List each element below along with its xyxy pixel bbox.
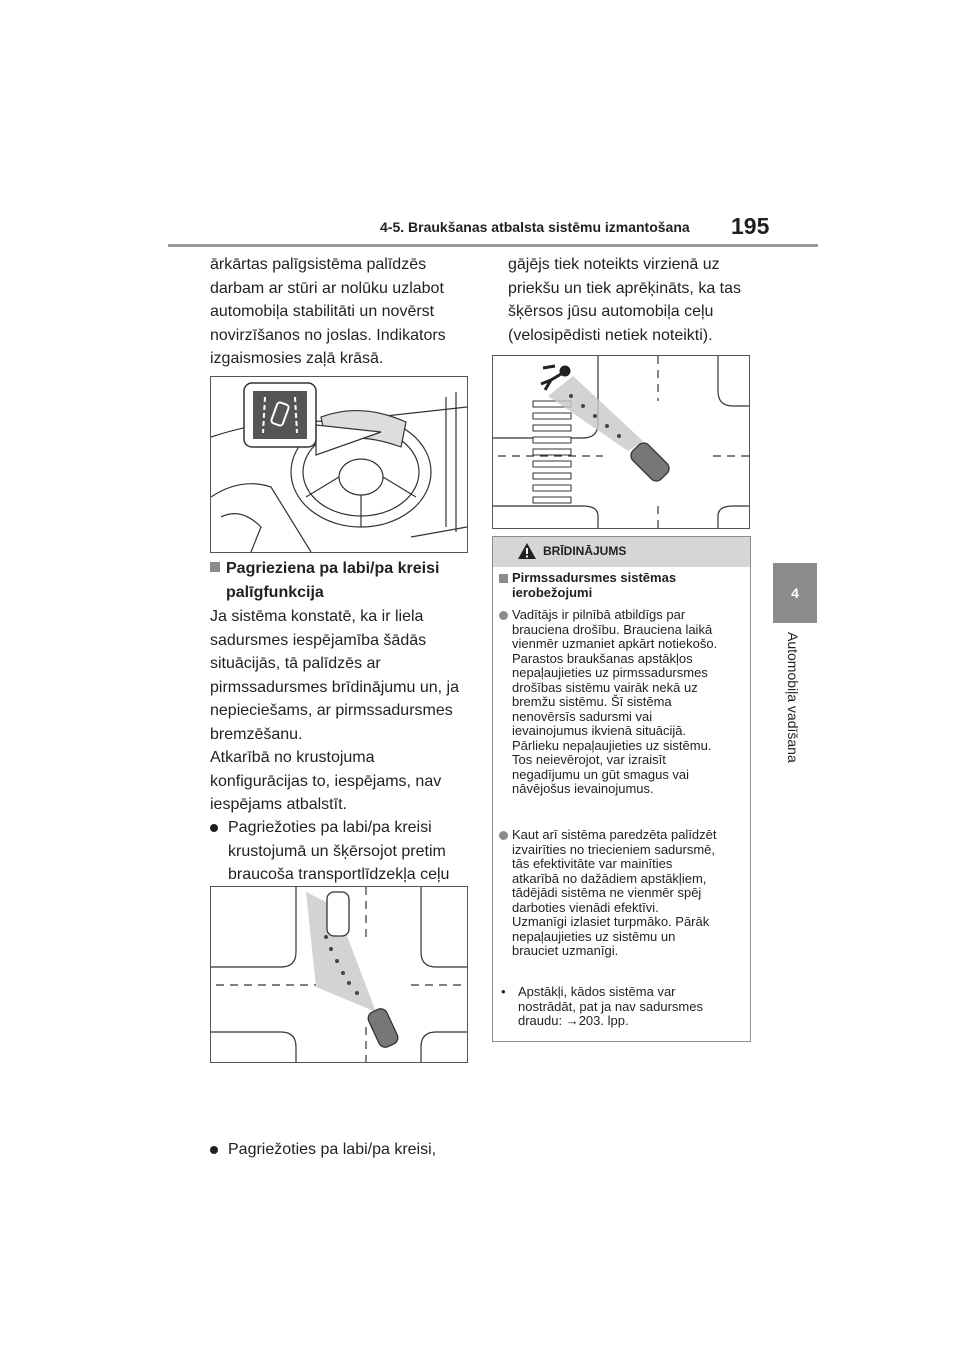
warning-item-2 [499,828,754,959]
text-line: nāvējošus ievainojumus. [512,781,654,796]
text-line: tādējādi sistēma ne vienmēr spēj [512,885,702,900]
chapter-tab-label-text: Automobiļa vadīšana [785,632,801,763]
text-line: Pagriežoties pa labi/pa kreisi, [228,1140,437,1158]
text-line: tās efektivitāte var mainīties [512,856,673,871]
text-line: pirmssadursmes brīdinājumu un, ja [210,678,459,696]
text-line: atkarībā no dažādiem apstākļiem, [512,870,707,886]
text-line: automobiļa stabilitāti un novērst [210,303,435,320]
text-line: Kaut arī sistēma paredzēta palīdzēt [512,827,717,842]
text-line: priekšu un tiek aprēķināts, ka tas [508,279,742,297]
bullet-dot-icon [499,611,508,620]
bullet-dot-icon [210,824,218,832]
own-car-icon [366,1007,400,1050]
text-line: novirzīšanos no joslas. Indikators [210,326,446,344]
section-title: 4-5. Braukšanas atbalsta sistēmu izmantošana [380,219,690,235]
page-number: 195 [731,213,770,239]
text-line: Apstākļi, kādos sistēma var [518,984,676,999]
text-line: negadījumu un gūt smagus vai [512,766,690,782]
text-line: ārkārtas palīgsistēma palīdzēs [210,256,427,273]
paragraph-1 [210,253,470,371]
warning-box [492,536,751,1042]
text-line: nepaļaujieties uz pirmssadursmes [512,665,708,680]
paragraph-col2 [508,253,758,347]
heading-line: palīgfunkcija [226,583,324,601]
intersection-drawing-2 [493,356,749,528]
warning-item-3 [499,985,754,1029]
warning-heading [499,571,754,600]
heading-text: Pagrieziena pa labi/pa kreisi [226,560,440,577]
text-line: iespējams atbalstīt. [210,796,347,813]
text-line: konfigurācijas to, iespējams, nav [210,772,442,790]
dashboard-drawing [211,377,467,552]
paragraph-3 [210,746,470,817]
warning-triangle-icon [517,542,537,560]
bullet-dot-icon [499,831,508,840]
crosswalk-stripes [533,401,571,503]
text-line: situācijās, tā palīdzēs ar [210,655,381,672]
text-line: bremžu sistēmu. Šī sistēma [512,694,672,709]
square-bullet-icon [499,574,508,583]
cross-reference-link[interactable]: draudu: →203. lpp. [518,1013,629,1028]
text-line: drošības sistēmu vairāk nekā uz [512,679,698,695]
header-rule [168,244,818,247]
text-line: darbam ar stūri ar nolūku uzlabot [210,279,444,297]
pedestrian-crossing-illustration [492,355,750,529]
text-line: nepaļaujieties uz sistēmu un [512,928,676,944]
text-line: šķērsos jūsu automobiļa ceļu [508,303,714,320]
bullet-glyph: • [501,984,506,999]
intersection-oncoming-illustration [210,886,468,1063]
bullet-item-1 [210,816,488,887]
text-line: bremzēšanu. [210,725,303,743]
warning-title: BRĪDINĀJUMS [543,544,627,558]
text-line: Parastos braukšanas apstākļos [512,650,693,666]
text-line: Uzmanīgi izlasiet turpmāko. Pārāk [512,914,710,929]
text-line: Ja sistēma konstatē, ka ir liela [210,608,424,625]
text-line: (velosipēdisti netiek noteikti). [508,326,713,344]
text-line: Vadītājs ir pilnībā atbildīgs par [512,607,686,622]
oncoming-car-icon [327,892,349,936]
text-line: izvairīties no triecieniem sadursmē, [512,841,716,857]
text-line: nostrādāt, pat ja nav sadursmes [518,998,703,1014]
own-car-icon [628,440,672,484]
bullet-dot-icon [210,1146,218,1154]
text-line: ievainojumus ikvienā situācijā. [512,723,687,738]
chapter-tab-label [784,632,806,782]
section-heading [210,557,470,604]
text-line: brauciena drošību. Brauciena laikā [512,621,713,637]
text-line: braucoša transportlīdzekļa ceļu [228,866,450,883]
heading-line [210,557,470,581]
text-line: sadursmes iespējamība šādās [210,631,427,649]
text-line: nenovērsīs sadursmi vai [512,708,653,724]
text-line: Pārlieku nepaļaujieties uz sistēmu. [512,737,712,753]
text-line: Pirmssadursmes sistēmas [512,570,677,585]
chapter-tab: 4 [773,563,817,623]
text-line: vienmēr uzmaniet apkārt notiekošo. [512,636,718,651]
text-line: Tos neievērojot, var izraisīt [512,752,666,767]
text-line: nepieciešams, ar pirmssadursmes [210,702,453,719]
warning-header [493,537,750,567]
square-bullet-icon [210,562,220,572]
text-line: Atkarībā no krustojuma [210,749,375,766]
text-line: gājējs tiek noteikts virzienā uz [508,256,720,273]
text-line: ierobežojumi [512,584,593,600]
text-line: krustojumā un šķērsojot pretim [228,842,446,860]
text-line: brauciet uzmanīgi. [512,943,619,958]
text-line: darboties vienādi efektīvi. [512,899,659,915]
warning-item-1 [499,608,754,797]
bullet-item-2 [210,1138,488,1162]
text-line: izgaismosies zaļā krāsā. [210,350,384,367]
text-line: Pagriežoties pa labi/pa kreisi [228,819,432,836]
intersection-drawing-1 [211,887,467,1062]
paragraph-2 [210,605,470,746]
dashboard-illustration [210,376,468,553]
